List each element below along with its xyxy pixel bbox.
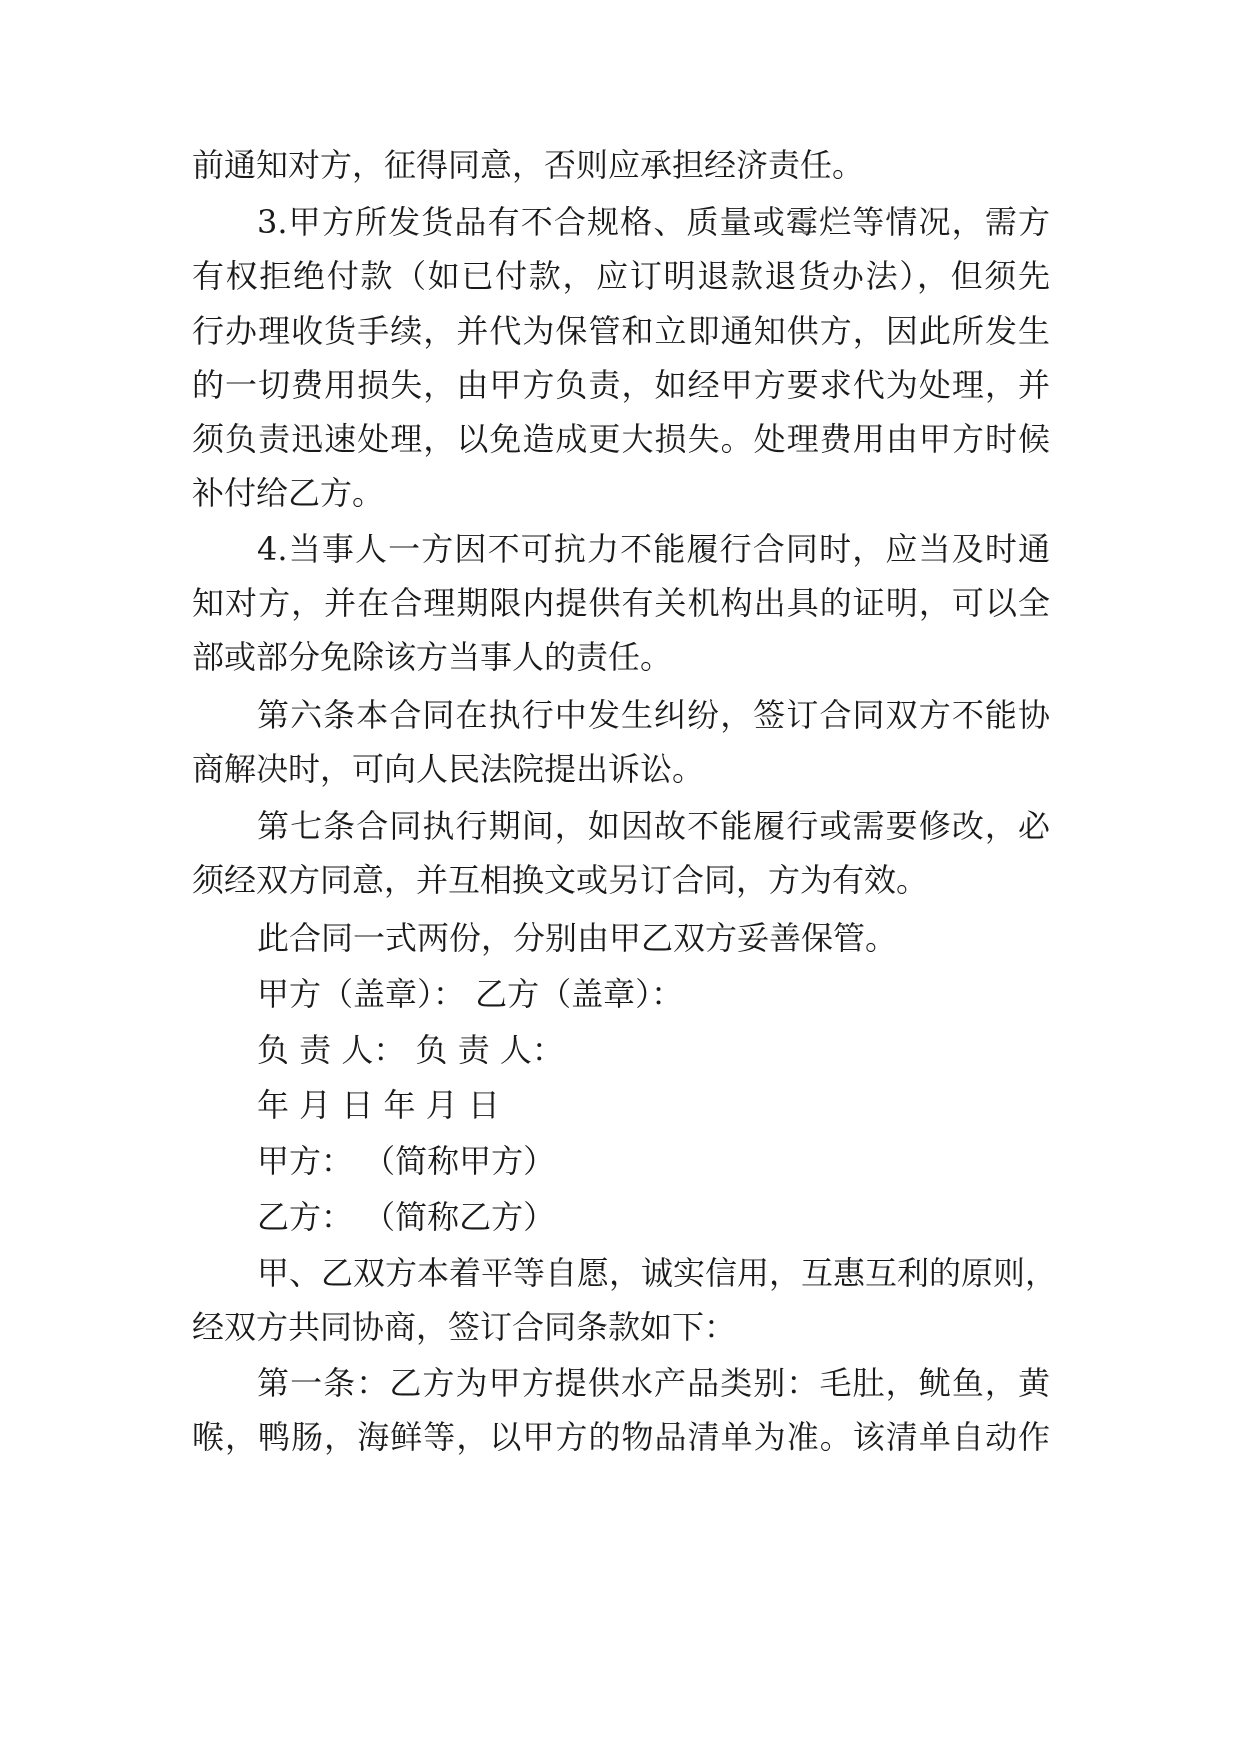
party-line: 乙方： （简称乙方） bbox=[257, 1198, 556, 1236]
paragraph-line: 有权拒绝付款（如已付款，应订明退款退货办法），但须先 bbox=[192, 257, 1050, 295]
paragraph-line: 前通知对方，征得同意，否则应承担经济责任。 bbox=[192, 146, 865, 184]
paragraph-line: 须负责迅速处理，以免造成更大损失。处理费用由甲方时候 bbox=[192, 420, 1050, 458]
paragraph-line: 商解决时，可向人民法院提出诉讼。 bbox=[192, 750, 705, 788]
paragraph-line: 部或部分免除该方当事人的责任。 bbox=[192, 638, 673, 676]
paragraph-line: 行办理收货手续，并代为保管和立即通知供方，因此所发生 bbox=[192, 312, 1050, 350]
paragraph-line: 此合同一式两份，分别由甲乙双方妥善保管。 bbox=[257, 919, 898, 957]
party-line: 甲方： （简称甲方） bbox=[257, 1142, 556, 1180]
paragraph-line: 第七条合同执行期间，如因故不能履行或需要修改，必 bbox=[257, 807, 1050, 845]
paragraph-line: 经双方共同协商，签订合同条款如下： bbox=[192, 1308, 737, 1346]
signature-line: 负 责 人： 负 责 人： bbox=[257, 1031, 564, 1069]
date-line: 年 月 日 年 月 日 bbox=[257, 1086, 500, 1124]
paragraph-line: 第一条：乙方为甲方提供水产品类别：毛肚，鱿鱼，黄 bbox=[257, 1364, 1050, 1402]
paragraph-line: 喉，鸭肠，海鲜等，以甲方的物品清单为准。该清单自动作 bbox=[192, 1418, 1050, 1456]
paragraph-line: 知对方，并在合理期限内提供有关机构出具的证明，可以全 bbox=[192, 584, 1050, 622]
paragraph-line: 的一切费用损失，由甲方负责，如经甲方要求代为处理，并 bbox=[192, 366, 1050, 404]
paragraph-line: 3.甲方所发货品有不合规格、质量或霉烂等情况，需方 bbox=[257, 203, 1050, 241]
paragraph-line: 补付给乙方。 bbox=[192, 474, 385, 512]
paragraph-line: 4.当事人一方因不可抗力不能履行合同时，应当及时通 bbox=[257, 530, 1050, 568]
signature-line: 甲方（盖章）： 乙方（盖章）： bbox=[257, 975, 684, 1013]
paragraph-line: 甲、乙双方本着平等自愿，诚实信用，互惠互利的原则， bbox=[257, 1254, 1058, 1292]
paragraph-line: 第六条本合同在执行中发生纠纷，签订合同双方不能协 bbox=[257, 696, 1050, 734]
paragraph-line: 须经双方同意，并互相换文或另订合同，方为有效。 bbox=[192, 861, 929, 899]
